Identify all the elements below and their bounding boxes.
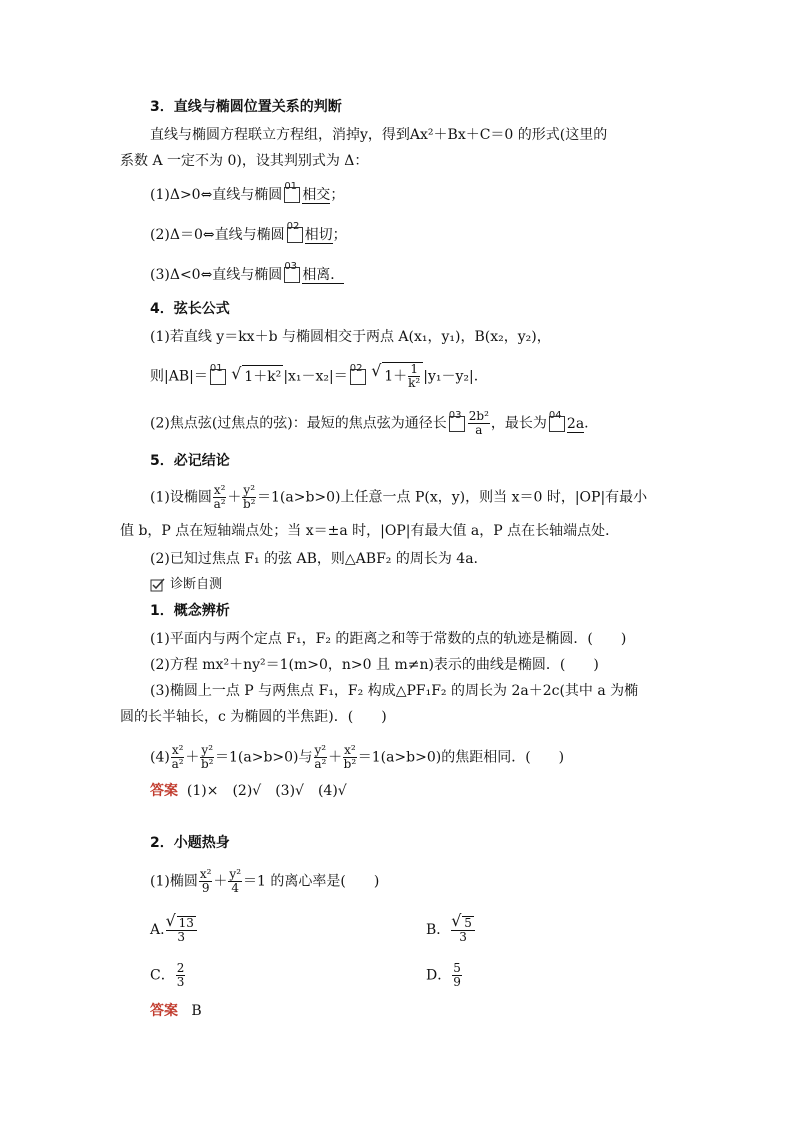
option-c[interactable]: C． $\frac{2}{3}$	[150, 961, 185, 989]
s5-line1: (1)设椭圆 $\frac{\text{x²}}{\text{a²}}$ ＋ $\frac{\text{y²}}{\text{b²}}$ ＝1(a>b>0)上任意一点 P(x，y)，则当 x＝0 时，|OP|有最小	[150, 483, 648, 511]
q1-answer: 答案 (1)× (2)√ (3)√ (4)√	[150, 783, 347, 799]
blank-tag: 03	[449, 416, 465, 432]
option-d[interactable]: D． $\frac{5}{9}$	[426, 961, 461, 989]
s3-item-2: (2)Δ＝0⇔直线与椭圆 02 相切；	[150, 221, 347, 243]
s5-line2: 值 b，P 点在短轴端点处；当 x＝±a 时，|OP|有最大值 a，P 点在长轴端点处．	[120, 523, 620, 539]
sqrt-expression: √ 1＋ $\frac{1}{\text{k²}}$	[382, 362, 423, 390]
blank-tag: 02	[350, 369, 366, 385]
s5-line3: (2)已知过焦点 F₁ 的弦 AB，则△ABF₂ 的周长为 4a.	[150, 551, 479, 567]
s3-item-3-answer: 相离．	[302, 267, 345, 283]
q1-item-4: (4) $\frac{\text{x²}}{\text{a²}}$ ＋ $\frac{\text{y²}}{\text{b²}}$ ＝1(a>b>0)与 $\frac{\text{y²}}{\text{a²}}$ ＋ $\frac{\text{x²}}{\text{b²}}$ ＝1(a>b>0)的焦距相同．( )	[150, 743, 565, 771]
section-4-title: 4．弦长公式	[150, 301, 230, 317]
option-a[interactable]: A. √ $\frac{13}{3}$	[150, 916, 198, 944]
section-3-title: 3．直线与椭圆位置关系的判断	[150, 99, 342, 115]
option-b[interactable]: B． √ $\frac{5}{3}$	[426, 916, 476, 944]
q1-title: 1．概念辨析	[150, 603, 230, 619]
s3-item-1-answer: 相交	[302, 187, 331, 203]
s3-item-1-text: (1)Δ>0⇔直线与椭圆	[150, 187, 283, 203]
q2-title: 2．小题热身	[150, 835, 230, 851]
s4-line1: (1)若直线 y＝kx＋b 与椭圆相交于两点 A(x₁，y₁)，B(x₂，y₂)，	[150, 329, 551, 345]
s3-item-2-answer: 相切	[304, 227, 333, 243]
s3-intro-line1: 直线与椭圆方程联立方程组，消掉y，得到Ax²＋Bx＋C＝0 的形式(这里的	[150, 127, 608, 143]
diagnosis-heading: 诊断自测	[150, 574, 222, 596]
s3-item-3	[150, 261, 345, 286]
checklist-icon	[150, 578, 166, 592]
q1-item-1: (1)平面内与两个定点 F₁，F₂ 的距离之和等于常数的点的轨迹是椭圆．( )	[150, 631, 627, 647]
s3-item-3-text: (3)Δ<0⇔直线与椭圆	[150, 267, 283, 283]
sqrt-expression: √ 1＋k²	[242, 365, 283, 388]
blank-tag: 03	[284, 267, 300, 283]
blank-tag: 02	[287, 227, 303, 243]
q1-item-3a: (3)椭圆上一点 P 与两焦点 F₁，F₂ 构成△PF₁F₂ 的周长为 2a＋2c(其中 a 为椭	[150, 683, 639, 699]
q1-item-2: (2)方程 mx²＋ny²＝1(m>0，n>0 且 m≠n)表示的曲线是椭圆．( )	[150, 657, 599, 673]
s3-item-2-text: (2)Δ＝0⇔直线与椭圆	[150, 227, 285, 243]
s4-line3: (2)焦点弦(过焦点的弦)：最短的焦点弦为通径长 03 $\frac{\text{2b²}}{a}$ ，最长为 04 2a.	[150, 409, 589, 437]
s4-chord-formula: 则|AB|＝ 01 √ 1＋k² |x₁－x₂|＝ 02 √ 1＋ $\frac{1}{\text{k²}}$ |y₁－y₂|.	[150, 362, 478, 390]
s3-intro-line2: 系数 A 一定不为 0)，设其判别式为 Δ：	[120, 153, 369, 169]
q2-answer: 答案 B	[150, 1003, 202, 1019]
blank-tag: 01	[284, 187, 300, 203]
q2-question: (1)椭圆 $\frac{\text{x²}}{9}$ ＋ $\frac{\text{y²}}{4}$ ＝1 的离心率是( )	[150, 867, 380, 895]
s3-item-1: (1)Δ>0⇔直线与椭圆 01 相交；	[150, 181, 345, 203]
section-5-title: 5．必记结论	[150, 453, 230, 469]
blank-tag: 04	[549, 416, 565, 432]
q1-item-3b: 圆的长半轴长，c 为椭圆的半焦距)．( )	[120, 709, 387, 725]
blank-tag: 01	[210, 369, 226, 385]
